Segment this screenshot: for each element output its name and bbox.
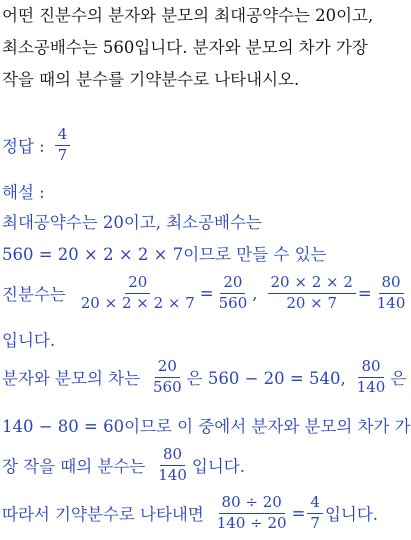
fraction-9-denominator: 7 bbox=[310, 513, 320, 532]
fraction-8 bbox=[214, 492, 290, 532]
fraction-4 bbox=[374, 272, 409, 312]
fraction-7-numerator: 80 bbox=[160, 447, 185, 466]
explanation-line-4: 입니다. bbox=[2, 331, 56, 350]
answer-numerator: 4 bbox=[55, 127, 71, 146]
answer-label: 정답 : bbox=[2, 137, 45, 156]
fraction-8-numerator: 80 ÷ 20 bbox=[219, 495, 285, 514]
fraction-6 bbox=[354, 356, 389, 396]
explanation-line-3 bbox=[2, 272, 410, 312]
fraction-6-numerator: 80 bbox=[358, 359, 383, 378]
explanation-line-1: 최대공약수는 20이고, 최소공배수는 bbox=[2, 213, 262, 232]
line8-suffix: 입니다. bbox=[324, 505, 379, 524]
fraction-1-numerator: 20 bbox=[125, 275, 150, 294]
fraction-3 bbox=[268, 272, 356, 312]
fraction-8-denominator: 140 ÷ 20 bbox=[216, 513, 287, 532]
equals-sign: = bbox=[199, 283, 214, 303]
fraction-5 bbox=[150, 356, 185, 396]
line5-middle: 은 560 − 20 = 540, bbox=[186, 369, 346, 388]
comma: , bbox=[252, 283, 258, 303]
equals-sign: = bbox=[357, 283, 372, 303]
explanation-label: 해설 : bbox=[2, 183, 45, 202]
fraction-1 bbox=[78, 272, 198, 312]
fraction-1-denominator: 20 × 2 × 2 × 7 bbox=[80, 293, 195, 312]
fraction-2 bbox=[216, 272, 251, 312]
fraction-7-denominator: 140 bbox=[158, 465, 187, 484]
answer-denominator: 7 bbox=[57, 145, 68, 164]
fraction-7 bbox=[155, 444, 190, 484]
fraction-5-denominator: 560 bbox=[153, 377, 182, 396]
explanation-line-6: 140 − 80 = 60이므로 이 중에서 분자와 분모의 차가 가 bbox=[2, 417, 411, 436]
line5-suffix: 은 bbox=[390, 369, 407, 388]
equals-sign: = bbox=[291, 503, 306, 523]
fraction-2-denominator: 560 bbox=[218, 293, 248, 312]
fraction-9 bbox=[307, 492, 323, 532]
question-line-3: 작을 때의 분수를 기약분수로 나타내시오. bbox=[2, 70, 300, 89]
fraction-4-numerator: 80 bbox=[379, 275, 404, 294]
explanation-line-7 bbox=[2, 444, 245, 484]
line7-prefix: 장 작을 때의 분수는 bbox=[2, 457, 146, 476]
fraction-3-numerator: 20 × 2 × 2 bbox=[268, 275, 356, 294]
fraction-2-numerator: 20 bbox=[220, 275, 245, 294]
fraction-6-denominator: 140 bbox=[356, 377, 386, 396]
explanation-line-8 bbox=[2, 492, 379, 532]
fraction-4-denominator: 140 bbox=[376, 293, 406, 312]
question-line-2: 최소공배수는 560입니다. 분자와 분모의 차가 가장 bbox=[2, 38, 368, 57]
question-line-1: 어떤 진분수의 분자와 분모의 최대공약수는 20이고, bbox=[2, 6, 374, 25]
explanation-line-5 bbox=[2, 356, 407, 396]
fraction-3-denominator: 20 × 7 bbox=[286, 293, 338, 312]
answer-fraction bbox=[55, 124, 71, 164]
line3-prefix: 진분수는 bbox=[2, 285, 66, 304]
question-text bbox=[2, 0, 398, 96]
line8-prefix: 따라서 기약분수로 나타내면 bbox=[2, 505, 204, 524]
line7-suffix: 입니다. bbox=[191, 457, 245, 476]
answer-row bbox=[2, 124, 72, 164]
line5-prefix: 분자와 분모의 차는 bbox=[2, 369, 141, 388]
explanation-line-2: 560 = 20 × 2 × 2 × 7이므로 만들 수 있는 bbox=[2, 245, 327, 264]
fraction-5-numerator: 20 bbox=[155, 359, 180, 378]
fraction-9-numerator: 4 bbox=[307, 495, 323, 514]
